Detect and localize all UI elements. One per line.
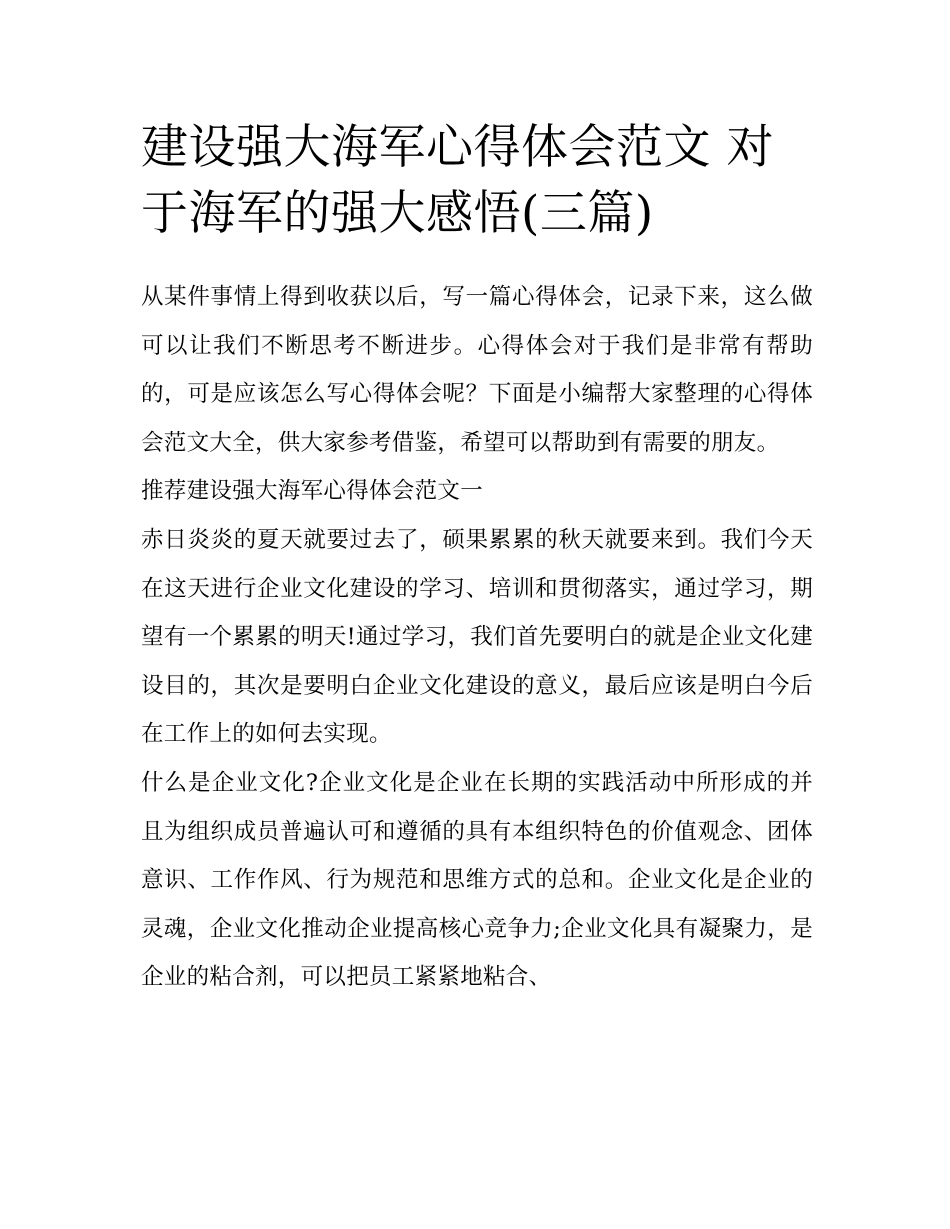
document-title: 建设强大海军心得体会范文 对于海军的强大感悟(三篇) <box>141 120 774 241</box>
document-page <box>141 115 813 1002</box>
intro-paragraph: 从某件事情上得到收获以后，写一篇心得体会，记录下来，这么做可以让我们不断思考不断进步。心得体会对于我们是非常有帮助的，可是应该怎么写心得体会呢？下面是小编帮大家整理的心得体会范文大全，供大家参考借鉴，希望可以帮助到有需要的朋友。 <box>141 284 813 456</box>
body-paragraph: 赤日炎炎的夏天就要过去了，硕果累累的秋天就要来到。我们今天在这天进行企业文化建设的学习、培训和贯彻落实，通过学习，期望有一个累累的明天!通过学习，我们首先要明白的就是企业文化建设目的，其次是要明白企业文化建设的意义，最后应该是明白今后在工作上的如何去实现。 <box>141 526 813 748</box>
body-paragraph: 什么是企业文化?企业文化是企业在长期的实践活动中所形成的并且为组织成员普遍认可和遵循的具有本组织特色的价值观念、团体意识、工作作风、行为规范和思维方式的总和。企业文化是企业的灵魂，企业文化推动企业提高核心竞争力;企业文化具有凝聚力，是企业的粘合剂，可以把员工紧紧地粘合、 <box>141 769 813 991</box>
section-heading: 推荐建设强大海军心得体会范文一 <box>141 478 484 505</box>
document-body <box>141 273 813 1002</box>
